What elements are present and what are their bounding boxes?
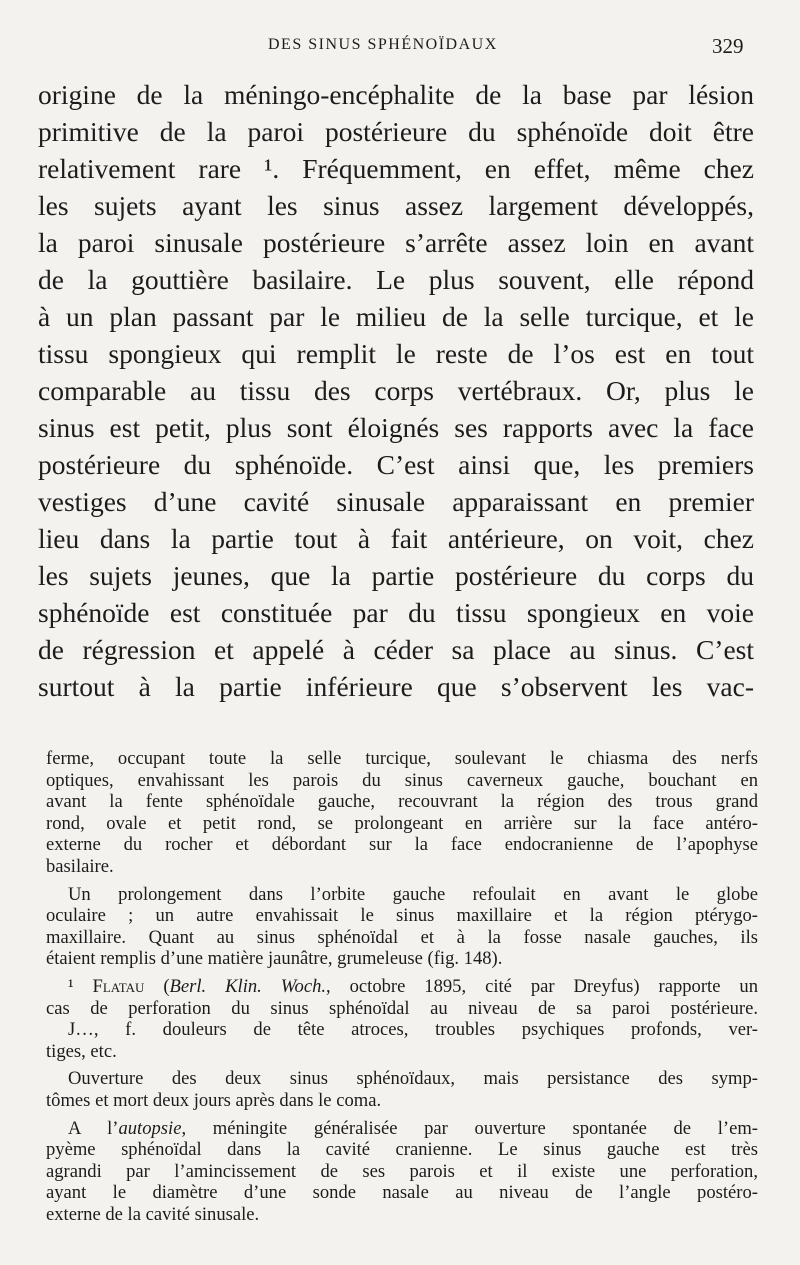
note-line: rond, ovale et petit rond, se prolongeant en arrière sur la face antéro- xyxy=(46,812,758,834)
running-title: DES SINUS SPHÉNOÏDAUX xyxy=(268,36,498,53)
body-line: sinus est petit, plus sont éloignés ses rapports avec la face xyxy=(38,412,754,443)
note-line: Un prolongement dans l’orbite gauche refoulait en avant le globe xyxy=(68,883,758,905)
note-line: externe du rocher et débordant sur la face endocranienne de l’apophyse xyxy=(46,834,758,856)
body-line: primitive de la paroi postérieure du sphénoïde doit être xyxy=(38,116,754,147)
page-header xyxy=(0,34,800,64)
note-line: J…, f. douleurs de tête atroces, troubles psychiques profonds, ver- xyxy=(68,1019,758,1041)
body-line: postérieure du sphénoïde. C’est ainsi que, les premiers xyxy=(38,449,754,480)
main-text xyxy=(38,76,754,705)
body-line: relativement rare ¹. Fréquemment, en effet, même chez xyxy=(38,153,754,184)
page-number: 329 xyxy=(712,34,744,58)
note-line: agrandi par l’amincissement de ses parois et il existe une perforation, xyxy=(46,1160,758,1182)
note-line: ayant le diamètre d’une sonde nasale au niveau de l’angle postéro- xyxy=(46,1182,758,1204)
body-line: de régression et appelé à céder sa place au sinus. C’est xyxy=(38,634,754,665)
note-line: oculaire ; un autre envahissait le sinus maxillaire et la région ptérygo- xyxy=(46,905,758,927)
note-line: maxillaire. Quant au sinus sphénoïdal et à la fosse nasale gauches, ils xyxy=(46,926,758,948)
footnote-citation: , octobre 1895, cité par Dreyfus) rapporte un xyxy=(326,975,758,997)
autopsie-line xyxy=(46,1118,758,1140)
note-line: tômes et mort deux jours après dans le coma. xyxy=(46,1089,382,1111)
note-line: basilaire. xyxy=(46,855,114,877)
note-line: Ouverture des deux sinus sphénoïdaux, mais persistance des symp- xyxy=(68,1068,758,1090)
note-line: externe de la cavité sinusale. xyxy=(46,1203,260,1225)
footnote-journal: Berl. Klin. Woch. xyxy=(169,975,327,997)
footnotes xyxy=(46,748,758,1225)
body-line: sphénoïde est constituée par du tissu spongieux en voie xyxy=(38,597,754,628)
body-line: les sujets ayant les sinus assez largement développés, xyxy=(38,190,754,221)
body-line: tissu spongieux qui remplit le reste de l’os est en tout xyxy=(38,338,754,369)
body-line: les sujets jeunes, que la partie postérieure du corps du xyxy=(38,560,754,591)
note-line: optiques, envahissant les parois du sinus caverneux gauche, bouchant en xyxy=(46,769,758,791)
body-line: à un plan passant par le milieu de la selle turcique, et le xyxy=(38,301,754,332)
autopsie-prefix: A l’ xyxy=(68,1117,119,1139)
body-line: surtout à la partie inférieure que s’observent les vac- xyxy=(38,671,754,702)
footnote-marker: ¹ xyxy=(68,975,74,997)
autopsie-rest: , méningite généralisée par ouverture spontanée de l’em- xyxy=(181,1117,758,1139)
body-line: lieu dans la partie tout à fait antérieure, on voit, chez xyxy=(38,523,754,554)
note-line: pyème sphénoïdal dans la cavité cranienne. Le sinus gauche est très xyxy=(46,1139,758,1161)
footnote-1-line: ¹ Flatau (Berl. Klin. Woch., octobre 1895, cité par Dreyfus) rapporte un xyxy=(68,975,758,997)
footnote-author: Flatau xyxy=(92,975,145,997)
body-line: vestiges d’une cavité sinusale apparaissant en premier xyxy=(38,486,754,517)
note-line: étaient remplis d’une matière jaunâtre, grumeleuse (fig. 148). xyxy=(46,948,503,970)
note-line: avant la fente sphénoïdale gauche, recouvrant la région des trous grand xyxy=(46,791,758,813)
note-line: cas de perforation du sinus sphénoïdal au niveau de sa paroi postérieure. xyxy=(46,997,758,1019)
note-line: ferme, occupant toute la selle turcique, soulevant le chiasma des nerfs xyxy=(46,748,758,769)
body-line: origine de la méningo-encéphalite de la base par lésion xyxy=(38,79,754,110)
body-line: de la gouttière basilaire. Le plus souvent, elle répond xyxy=(38,264,754,295)
body-line: comparable au tissu des corps vertébraux. Or, plus le xyxy=(38,375,754,406)
autopsie-word: autopsie xyxy=(118,1117,182,1139)
body-line: la paroi sinusale postérieure s’arrête assez loin en avant xyxy=(38,227,754,258)
note-line: tiges, etc. xyxy=(46,1040,117,1062)
